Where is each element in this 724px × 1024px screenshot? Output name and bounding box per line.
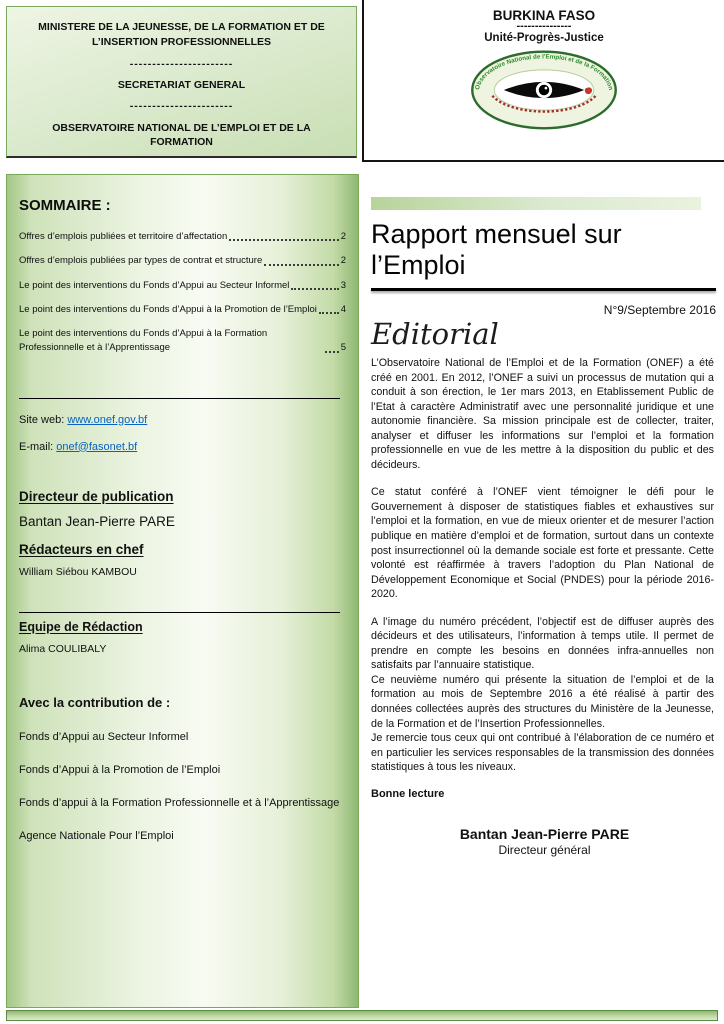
contribution-heading: Avec la contribution de :: [19, 694, 171, 710]
toc-page-number: 5: [340, 342, 346, 354]
editorial-paragraph: A l’image du numéro précédent, l’objectif est de diffuser auprès des décideurs et des utilisateurs, l’information à temps utile. Il permet de prendre en compte les besoins en données infra-annuelles non satisfaits par l’annuaire statistique.: [371, 615, 714, 672]
title-accent-bar: [371, 197, 701, 210]
toc-leader-dots: [291, 288, 338, 290]
toc-label: Le point des interventions du Fonds d’Appui à la Formation Professionnelle et à l’Apprentissage: [19, 328, 268, 354]
contributor-item: Fonds d’appui à la Formation Professionnelle et à l’Apprentissage: [19, 796, 340, 809]
toc-leader-dots: [264, 264, 338, 266]
contributor-item: Fonds d’Appui à la Promotion de l’Emploi: [19, 763, 221, 776]
toc-page-number: 3: [340, 279, 346, 291]
sidebar-divider: [19, 398, 340, 399]
sidebar: [6, 174, 359, 1008]
bottom-accent-bar: [6, 1010, 718, 1021]
sommaire-heading: SOMMAIRE :: [19, 197, 111, 214]
director-name: Bantan Jean-Pierre PARE: [19, 513, 175, 529]
issue-number: N°9/Septembre 2016: [603, 303, 716, 317]
team-heading: Equipe de Rédaction: [19, 619, 143, 634]
team-member-name: Alima COULIBALY: [19, 642, 107, 655]
editor-name: William Siébou KAMBOU: [19, 565, 137, 578]
signature-name: Bantan Jean-Pierre PARE: [459, 825, 630, 842]
country-name: BURKINA FASO: [492, 8, 596, 23]
editors-heading: Rédacteurs en chef: [19, 541, 144, 557]
country-header-box: [362, 0, 724, 162]
ministry-header-box: [6, 6, 357, 158]
main-content: [371, 197, 718, 857]
closing-note: Bonne lecture: [371, 787, 445, 800]
toc-item[interactable]: [19, 230, 346, 244]
toc-label: Offres d’emplois publiées et territoire d’affectation: [19, 231, 228, 242]
contributor-item: Fonds d’Appui au Secteur Informel: [19, 730, 189, 743]
editorial-heading: Editorial: [371, 317, 499, 351]
onef-logo: [364, 46, 724, 139]
toc-label: Offres d’emplois publiées par types de contrat et structure: [19, 255, 263, 267]
secretariat-general-label: SECRETARIAT GENERAL: [117, 78, 246, 91]
toc-page-number: 4: [340, 303, 346, 315]
separator-dashes: -----------------------: [129, 57, 234, 70]
toc-leader-dots: [319, 312, 339, 314]
toc-item[interactable]: [19, 254, 346, 268]
website-label: Site web:: [19, 413, 68, 426]
director-heading: Directeur de publication: [19, 488, 174, 504]
editorial-paragraph: L’Observatoire National de l’Emploi et de la Formation (ONEF) a été créé en 2001. En 2012, l’ONEF a suivi un processus de mutation qui a conduit à son érection, le 1er mars 2013, en Etablissement Public de l’Etat à caractère Administratif avec une personnalité juridique et une autonomie financière. Sa mission principale est de collecter, traiter, analyser et diffuser les informations sur l’emploi et la formation professionnelle en vue de les mettre à la disposition du public et des décideurs.: [371, 357, 714, 471]
toc-leader-dots: [229, 239, 338, 241]
separator-dashes: -----------------------: [129, 100, 234, 113]
contributor-item: Agence Nationale Pour l’Emploi: [19, 829, 174, 842]
toc-leader-dots: [325, 351, 339, 353]
editorial-paragraph: Ce neuvième numéro qui présente la situation de l’emploi et de la formation au mois de Septembre 2016 a été réalisé à partir des données collectées auprès des structures du Ministère de la Jeunesse, de la Formation et de l’Insertion Professionnelles.: [371, 673, 714, 730]
toc-label: Le point des interventions du Fonds d’Appui à la Promotion de l’Emploi: [19, 303, 317, 315]
email-line: [19, 441, 346, 453]
toc-item[interactable]: [19, 303, 346, 317]
report-title: Rapport mensuel sur l’Emploi: [371, 219, 622, 280]
signature-block: [371, 826, 718, 857]
website-link[interactable]: www.onef.gov.bf: [67, 413, 148, 426]
toc-page-number: 2: [340, 231, 346, 242]
toc-label: Le point des interventions du Fonds d’Appui au Secteur Informel: [19, 279, 290, 291]
sidebar-divider: [19, 612, 340, 613]
country-motto: Unité-Progrès-Justice: [484, 32, 604, 44]
editorial-paragraph: Je remercie tous ceux qui ont contribué à l’élaboration de ce numéro et en particulier les services responsables de la transmission des données statistiques à tous les niveaux.: [371, 732, 714, 774]
ministry-name: MINISTERE DE LA JEUNESSE, DE LA FORMATION ET DE L’INSERTION PROFESSIONNELLES: [38, 21, 325, 48]
logo-circular-text: Observatoire National de l’Emploi et de la Formation: [474, 53, 614, 91]
toc-page-number: 2: [340, 255, 346, 267]
email-link[interactable]: onef@fasonet.bf: [56, 440, 138, 453]
separator-dashes: ---------------: [516, 20, 572, 32]
table-of-contents: [19, 230, 346, 356]
editorial-paragraph: Ce statut conféré à l’ONEF vient témoigner le défi pour le Gouvernement à disposer de statistiques fiables et exhaustives sur l’emploi et la formation, en vue de mieux orienter et de mesurer l’action publique en matière d’emploi et de formation, surtout dans un contexte post insurrectionnel où la demande sociale est forte et pressante. Cette volonté est réaffirmée à travers l’adoption du Plan National de Développement Economique et Social (PNDES) pour la période 2016-2020.: [371, 486, 714, 601]
observatoire-name: OBSERVATOIRE NATIONAL DE L’EMPLOI ET DE LA FORMATION: [52, 121, 311, 149]
toc-item[interactable]: [19, 327, 346, 356]
signature-title: Directeur général: [498, 842, 591, 857]
website-line: [19, 414, 346, 426]
email-label: E-mail:: [19, 440, 57, 453]
onef-logo-emblem: [465, 46, 623, 134]
title-rule: [371, 288, 716, 291]
toc-item[interactable]: [19, 279, 346, 293]
